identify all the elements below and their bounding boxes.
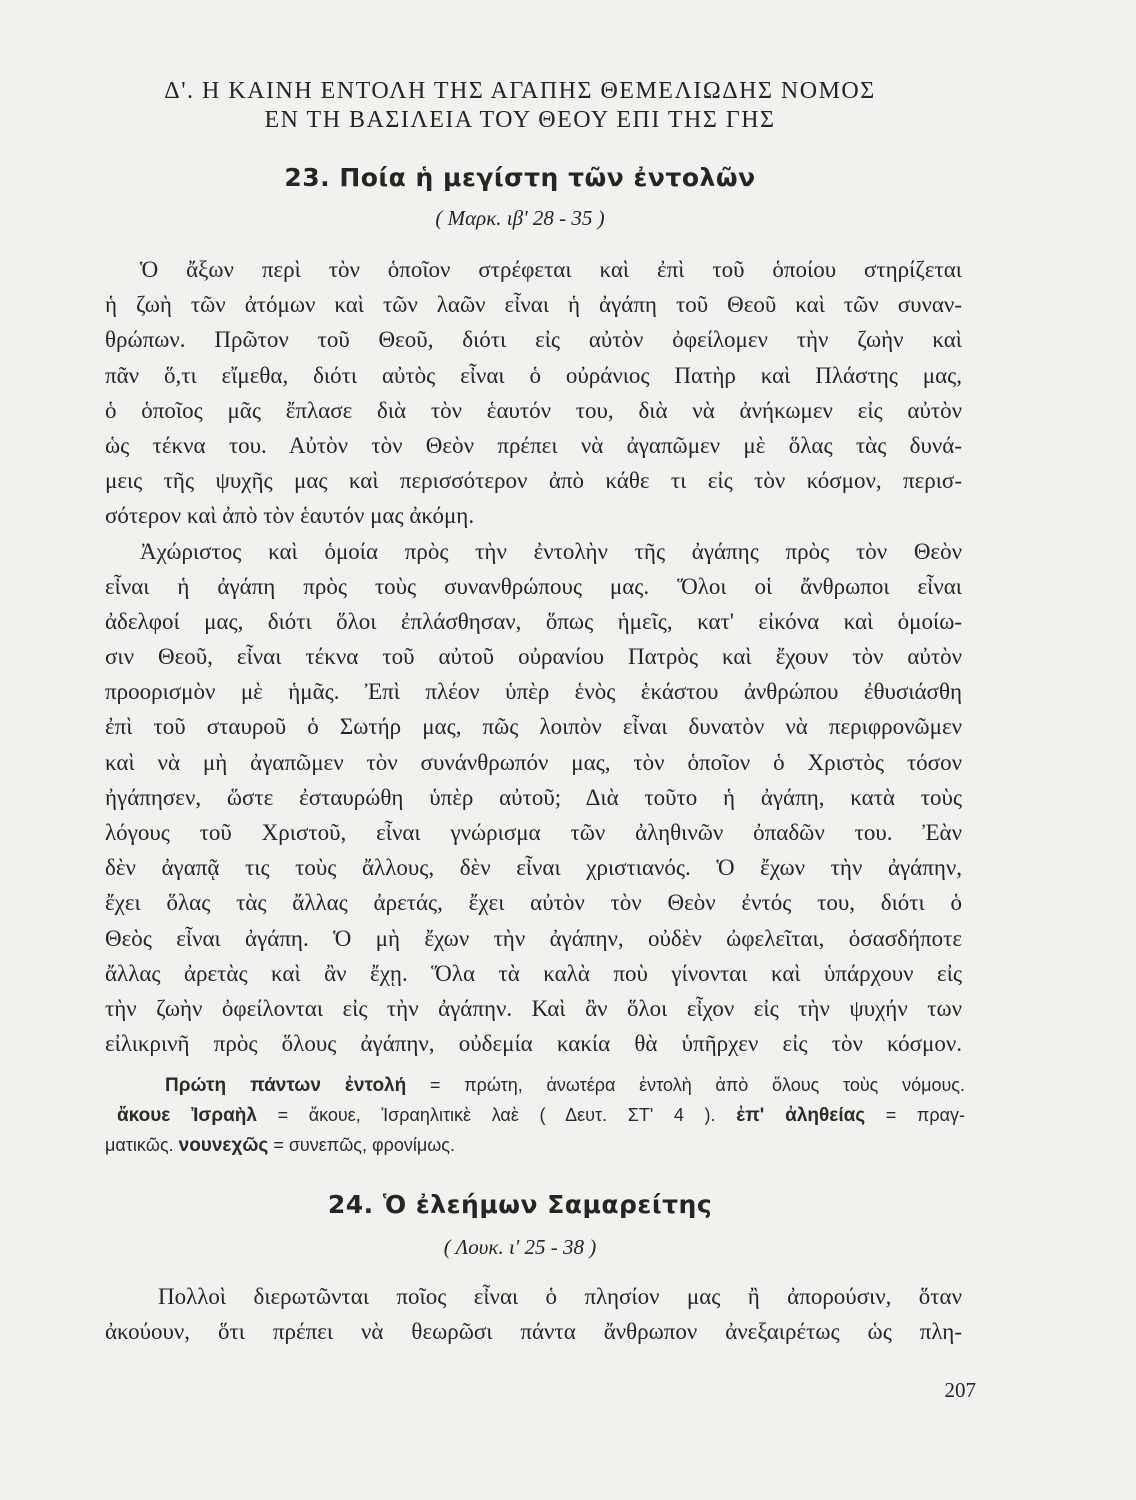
text-line: σιν Θεοῦ, εἶναι τέκνα τοῦ αὐτοῦ οὐρανίου Πατρὸς καὶ ἔχουν τὸν αὐτὸν — [105, 644, 962, 670]
glossary-definition: = συνεπῶς, φρονίμως. — [268, 1135, 455, 1155]
text-line: καὶ νὰ μὴ ἀγαπῶμεν τὸν συνάνθρωπόν μας, τὸν ὁποῖον ὁ Χριστὸς τόσον — [105, 749, 962, 775]
text-line: λόγους τοῦ Χριστοῦ, εἶναι γνώρισμα τῶν ἀληθινῶν ὀπαδῶν του. Ἐὰν — [105, 820, 962, 845]
section-23-body — [105, 252, 962, 1061]
glossary-definition: = πραγ- — [865, 1105, 965, 1125]
glossary-notes — [105, 1070, 965, 1160]
glossary-line — [105, 1100, 965, 1130]
text-line: ἀκούουν, ὅτι πρέπει νὰ θεωρῶσι πάντα ἄνθρωπον ἀνεξαιρέτως ὡς πλη- — [105, 1319, 962, 1345]
text-line: πᾶν ὅ,τι εἴμεθα, διότι αὐτὸς εἶναι ὁ οὐράνιος Πατὴρ καὶ Πλάστης μας, — [105, 362, 962, 388]
section-24-body — [105, 1279, 962, 1349]
text-line: εἰλικρινῆ πρὸς ὅλους ἀγάπην, οὐδεμία κακία θὰ ὑπῆρχεν εἰς τὸν κόσμον. — [105, 1031, 962, 1057]
section-24-reference: ( Λουκ. ι' 25 - 38 ) — [443, 1235, 597, 1259]
glossary-term: νουνεχῶς — [178, 1135, 269, 1156]
text-line: τὴν ζωὴν ὀφείλονται εἰς τὴν ἀγάπην. Καὶ ἂν ὅλοι εἶχον εἰς τὴν ψυχήν των — [105, 995, 962, 1021]
text-line: μεις τῆς ψυχῆς μας καὶ περισσότερον ἀπὸ κάθε τι εἰς τὸν κόσμον, περισ- — [105, 468, 962, 494]
glossary-definition: = πρώτη, ἀνωτέρα ἐντολὴ ἀπὸ ὅλους τοὺς νόμους. — [406, 1075, 965, 1095]
text-line: Ὁ ἄξων περὶ τὸν ὁποῖον στρέφεται καὶ ἐπὶ τοῦ ὁποίου στηρίζεται — [140, 257, 962, 282]
section-24-title: 24. Ὁ ἐλεήμων Σαμαρείτης — [327, 1190, 713, 1219]
chapter-heading-line-2: ΕΝ ΤΗ ΒΑΣΙΛΕΙΑ ΤΟΥ ΘΕΟΥ ΕΠΙ ΤΗΣ ΓΗΣ — [264, 107, 776, 133]
glossary-line — [105, 1130, 965, 1160]
section-23-title: 23. Ποία ἡ μεγίστη τῶν ἐντολῶν — [284, 163, 756, 192]
glossary-term: ἐπ' ἀληθείας — [736, 1105, 866, 1126]
text-line: ἄλλας ἀρετὰς καὶ ἂν ἔχῃ. Ὅλα τὰ καλὰ ποὺ γίνονται καὶ ὑπάρχουν εἰς — [105, 960, 962, 986]
text-line: ὡς τέκνα του. Αὐτὸν τὸν Θεὸν πρέπει νὰ ἀγαπῶμεν μὲ ὅλας τὰς δυνά- — [105, 432, 962, 458]
chapter-heading — [100, 77, 940, 135]
text-line: δὲν ἀγαπᾷ τις τοὺς ἄλλους, δὲν εἶναι χριστιανός. Ὁ ἔχων τὴν ἀγάπην, — [105, 855, 962, 881]
text-line: προορισμὸν μὲ ἡμᾶς. Ἐπὶ πλέον ὑπὲρ ἑνὸς ἑκάστου ἀνθρώπου ἐθυσιάσθη — [105, 679, 962, 705]
glossary-definition: ματικῶς. — [105, 1135, 179, 1155]
text-line: ἠγάπησεν, ὥστε ἐσταυρώθη ὑπὲρ αὐτοῦ; Διὰ τοῦτο ἡ ἀγάπη, κατὰ τοὺς — [105, 784, 962, 810]
glossary-definition: = ἄκουε, Ἰσραηλιτικὲ λαὲ ( Δευτ. ΣΤ' 4 ). — [256, 1105, 737, 1125]
text-line: Ἀχώριστος καὶ ὁμοία πρὸς τὴν ἐντολὴν τῆς ἀγάπης πρὸς τὸν Θεὸν — [140, 538, 962, 564]
text-line: εἶναι ἡ ἀγάπη πρὸς τοὺς συνανθρώπους μας. Ὅλοι οἱ ἄνθρωποι εἶναι — [105, 573, 962, 599]
text-line: ἐπὶ τοῦ σταυροῦ ὁ Σωτήρ μας, πῶς λοιπὸν εἶναι δυνατὸν νὰ περιφρονῶμεν — [105, 714, 962, 740]
paragraph — [105, 534, 962, 1062]
glossary-line — [105, 1070, 965, 1100]
paragraph — [105, 1279, 962, 1349]
text-line: Πολλοὶ διερωτῶνται ποῖος εἶναι ὁ πλησίον μας ἢ ἀπορούσιν, ὅταν — [158, 1284, 962, 1309]
text-line: ἔχει ὅλας τὰς ἄλλας ἀρετάς, ἔχει αὐτὸν τὸν Θεὸν ἐντός του, διότι ὁ — [105, 890, 962, 916]
page-number: 207 — [944, 1378, 976, 1402]
text-line: ὁ ὁποῖος μᾶς ἔπλασε διὰ τὸν ἑαυτόν του, διὰ νὰ ἀνήκωμεν εἰς αὐτὸν — [105, 397, 962, 423]
paragraph — [105, 252, 962, 534]
text-line: θρώπων. Πρῶτον τοῦ Θεοῦ, διότι εἰς αὐτὸν ὀφείλομεν τὴν ζωὴν καὶ — [105, 327, 962, 353]
section-23-reference: ( Μαρκ. ιβ' 28 - 35 ) — [435, 206, 605, 230]
text-line: ἡ ζωὴ τῶν ἀτόμων καὶ τῶν λαῶν εἶναι ἡ ἀγάπη τοῦ Θεοῦ καὶ τῶν συναν- — [105, 292, 962, 318]
glossary-term: Πρώτη πάντων ἐντολή — [165, 1075, 407, 1096]
text-line: ἀδελφοί μας, διότι ὅλοι ἐπλάσθησαν, ὅπως ἡμεῖς, κατ' εἰκόνα καὶ ὁμοίω- — [105, 608, 962, 634]
glossary-term: ἄκουε Ἰσραὴλ — [117, 1105, 257, 1126]
chapter-heading-line-1: Δ'. Η ΚΑΙΝΗ ΕΝΤΟΛΗ ΤΗΣ ΑΓΑΠΗΣ ΘΕΜΕΛΙΩΔΗΣ ΝΟΜΟΣ — [164, 78, 876, 104]
text-line: σότερον καὶ ἀπὸ τὸν ἑαυτόν μας ἀκόμη. — [105, 503, 475, 529]
text-line: Θεὸς εἶναι ἀγάπη. Ὁ μὴ ἔχων τὴν ἀγάπην, οὐδὲν ὠφελεῖται, ὁσασδήποτε — [105, 925, 962, 951]
